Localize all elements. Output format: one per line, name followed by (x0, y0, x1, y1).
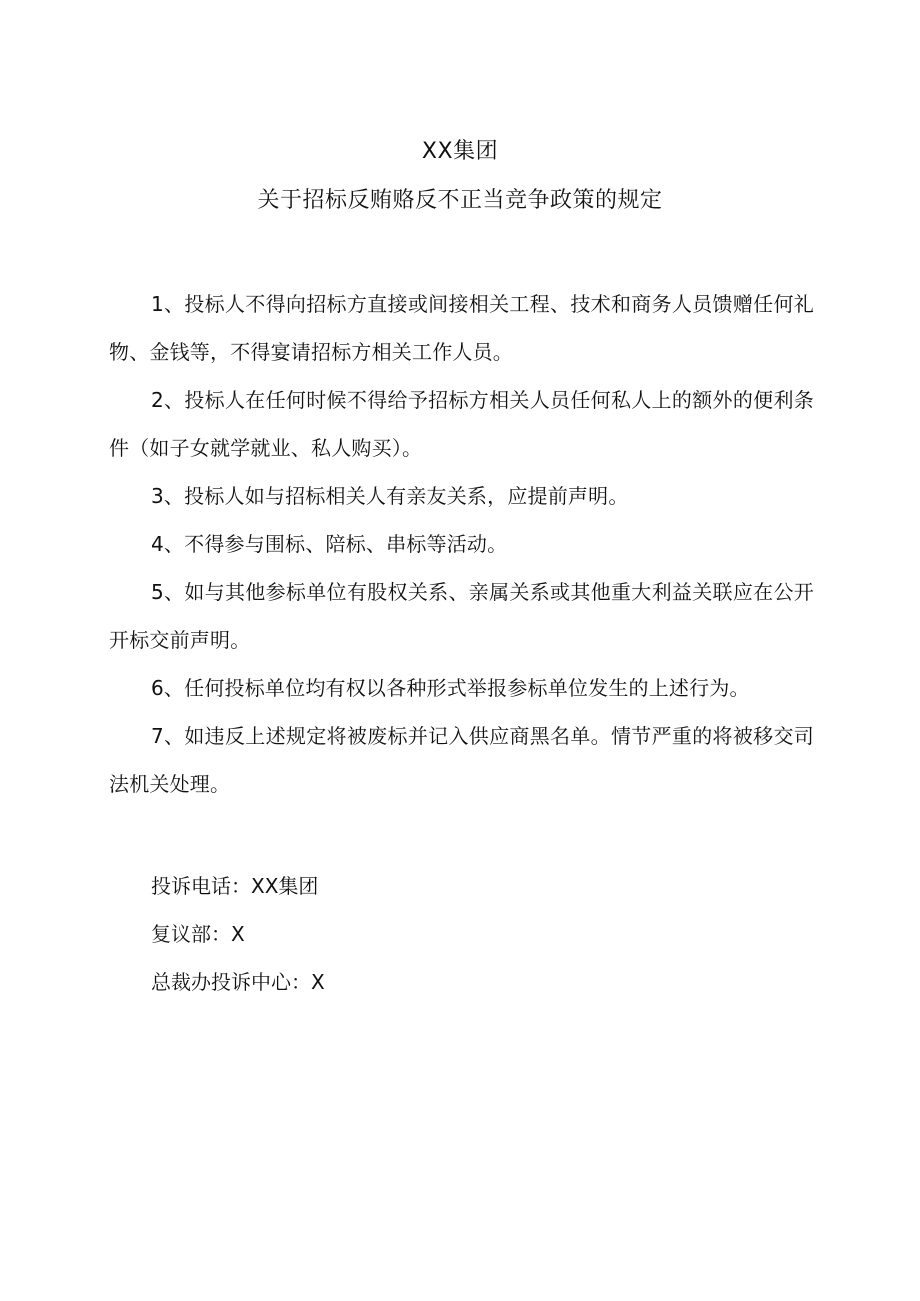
clause-7: 7、如违反上述规定将被废标并记入供应商黑名单。情节严重的将被移交司法机关处理。 (109, 724, 814, 796)
clause-2: 2、投标人在任何时候不得给予招标方相关人员任何私人上的额外的便利条件（如子女就学就业、私人购买）。 (109, 388, 814, 460)
complaint-hotline: 投诉电话：XX集团 (151, 874, 319, 898)
review-department: 复议部：X (151, 922, 245, 946)
policy-clauses (109, 280, 814, 808)
clause-5: 5、如与其他参标单位有股权关系、亲属关系或其他重大利益关联应在公开开标交前声明。 (109, 580, 814, 652)
clause-6: 6、任何投标单位均有权以各种形式举报参标单位发生的上述行为。 (151, 676, 750, 700)
clause-4: 4、不得参与围标、陪标、串标等活动。 (151, 532, 508, 556)
president-office-complaint-center: 总裁办投诉中心：X (151, 970, 325, 994)
clause-3: 3、投标人如与招标相关人有亲友关系，应提前声明。 (151, 484, 629, 508)
clause-1: 1、投标人不得向招标方直接或间接相关工程、技术和商务人员馈赠任何礼物、金钱等，不得宴请招标方相关工作人员。 (109, 292, 814, 364)
organization-title: XX集团 (421, 139, 499, 164)
document-title: 关于招标反贿赂反不正当竞争政策的规定 (257, 188, 663, 213)
complaint-contacts (151, 862, 811, 1006)
